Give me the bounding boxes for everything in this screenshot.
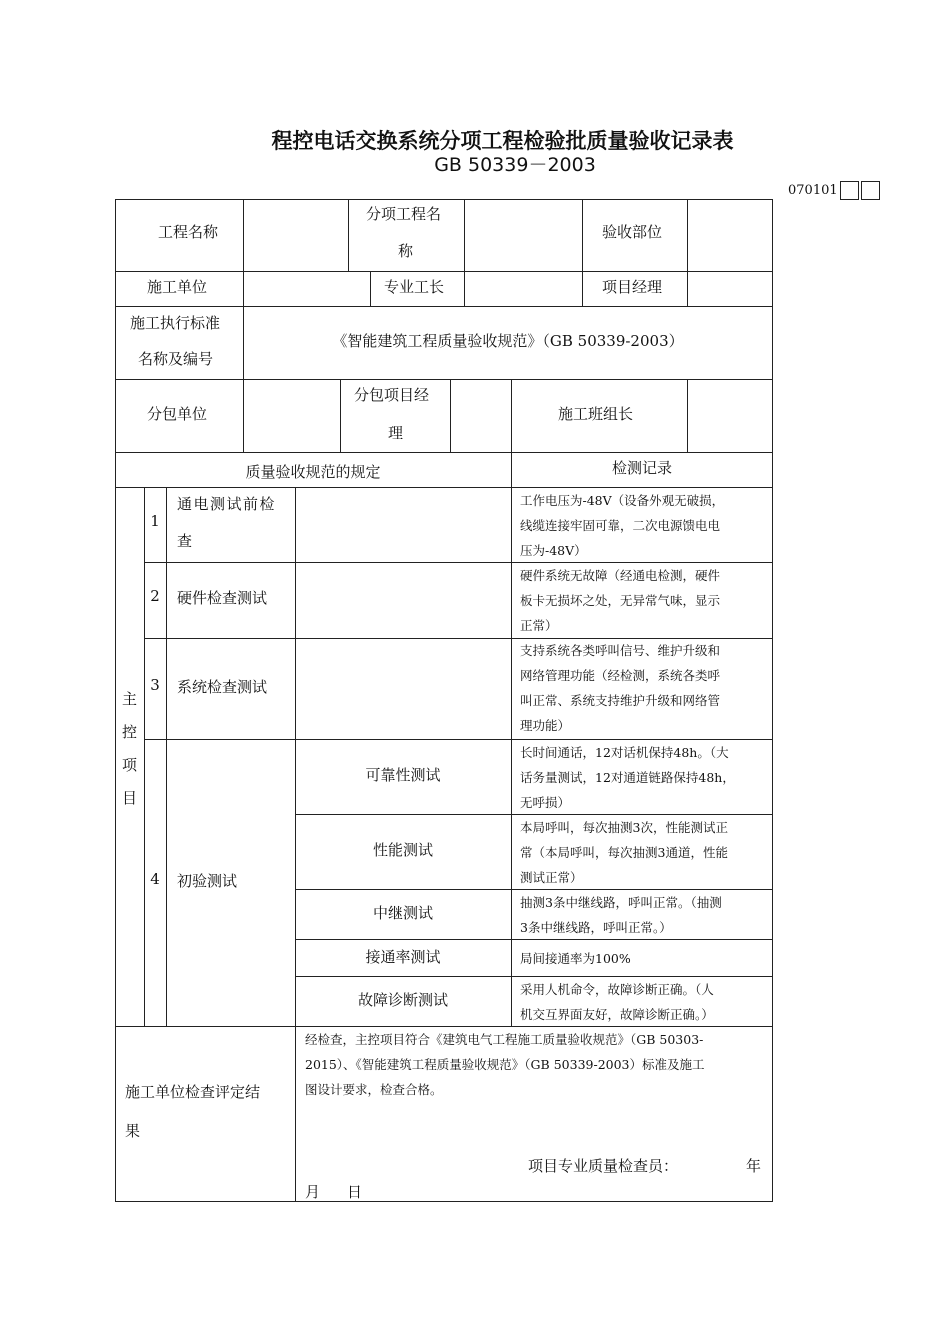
subitem-fault-diagnosis-record[interactable]: [520, 977, 714, 1027]
team-leader-label: 施工班组长: [558, 405, 634, 423]
sub-project-label-line2: 称: [398, 242, 414, 260]
item-2-spec[interactable]: [296, 563, 511, 638]
main-items-char-3: 项: [121, 756, 137, 774]
record-line: 本局呼叫，每次抽测3次，性能测试正: [520, 820, 728, 835]
standard-label-line2: 名称及编号: [138, 350, 214, 368]
date-day: 日: [347, 1183, 363, 1201]
record-line: 测试正常）: [520, 870, 583, 885]
standard-value: 《智能建筑工程质量验收规范》（GB 50339-2003）: [332, 332, 684, 350]
document-title: 程控电话交换系统分项工程检验批质量验收记录表: [271, 129, 734, 153]
record-line: 长时间通话，12对话机保持48h。（大: [520, 745, 729, 760]
sub-project-value[interactable]: [465, 200, 582, 271]
main-items-char-2: 控: [121, 723, 137, 741]
foreman-value[interactable]: [465, 272, 582, 306]
form-code-box-1[interactable]: [840, 181, 859, 200]
item-2-record-line: 硬件系统无故障（经通电检测，硬件: [520, 568, 721, 583]
main-control-items-label: [115, 683, 144, 815]
item-1-name-line2: 查: [177, 532, 193, 550]
form-code-number: 070101: [788, 183, 838, 198]
item-2-name: 硬件检查测试: [177, 589, 268, 607]
record-header: 检测记录: [611, 459, 672, 477]
main-items-char-4: 目: [121, 789, 137, 807]
subitem-fault-diagnosis-name: 故障诊断测试: [357, 991, 448, 1009]
form-code: [788, 181, 880, 200]
standard-label-line1: 施工执行标准: [130, 314, 221, 332]
item-1-record-line: 工作电压为-48V（设备外观无破损，: [520, 493, 725, 508]
subcontractor-value[interactable]: [244, 380, 340, 452]
construction-unit-value[interactable]: [244, 272, 370, 306]
item-3-record[interactable]: [520, 638, 720, 738]
item-3-record-line: 支持系统各类呼叫信号、维护升级和: [520, 643, 721, 658]
standard-code: GB 50339－2003: [434, 154, 596, 176]
result-label-line1: 施工单位检查评定结: [125, 1083, 261, 1101]
project-manager-label: 项目经理: [602, 278, 663, 296]
inspection-part-value[interactable]: [688, 200, 772, 271]
inspection-part-label: 验收部位: [602, 223, 663, 241]
item-3-name: 系统检查测试: [177, 678, 268, 696]
subitem-connection-rate-name: 接通率测试: [365, 948, 441, 966]
item-2-number: 2: [150, 587, 160, 605]
record-line: 话务量测试，12对通道链路保持48h，: [520, 770, 735, 785]
main-items-char-1: 主: [121, 690, 137, 708]
item-3-record-line: 叫正常、系统支持维护升级和网络管: [520, 693, 721, 708]
form-code-box-2[interactable]: [861, 181, 880, 200]
result-text[interactable]: [305, 1027, 705, 1102]
item-3-spec[interactable]: [296, 639, 511, 739]
item-4-name: 初验测试: [177, 872, 238, 890]
subitem-reliability-record[interactable]: [520, 740, 735, 815]
subitem-performance-name: 性能测试: [372, 841, 433, 859]
item-1-record[interactable]: [520, 488, 724, 563]
date-month: 月: [305, 1183, 321, 1201]
record-line: 抽测3条中继线路，呼叫正常。（抽测: [520, 895, 722, 910]
item-1-number: 1: [150, 512, 160, 530]
item-2-record-line: 正常）: [520, 618, 558, 633]
subcontractor-label: 分包单位: [147, 405, 208, 423]
project-name-label: 工程名称: [158, 223, 219, 241]
subitem-connection-rate-record[interactable]: [520, 946, 631, 971]
result-label-line2: 果: [125, 1122, 141, 1140]
sub-pm-label-line1: 分包项目经: [354, 386, 430, 404]
subitem-trunk-record[interactable]: [520, 890, 722, 940]
sub-project-label-line1: 分项工程名: [366, 205, 442, 223]
spec-header: 质量验收规范的规定: [245, 463, 381, 481]
project-name-value[interactable]: [243, 200, 348, 271]
construction-unit-label: 施工单位: [147, 278, 208, 296]
record-line: 常（本局呼叫，每次抽测3通道，性能: [520, 845, 728, 860]
date-year: 年: [746, 1157, 762, 1175]
sub-pm-value[interactable]: [451, 380, 511, 452]
subitem-trunk-name: 中继测试: [372, 904, 433, 922]
item-2-record[interactable]: [520, 563, 720, 638]
inspector-label: 项目专业质量检查员：: [528, 1157, 679, 1175]
record-line: 机交互界面友好，故障诊断正确。）: [520, 1007, 714, 1022]
subitem-performance-record[interactable]: [520, 815, 728, 890]
subitem-reliability-name: 可靠性测试: [365, 766, 441, 784]
foreman-label: 专业工长: [384, 278, 445, 296]
item-1-record-line: 线缆连接牢固可靠，二次电源馈电电: [520, 518, 721, 533]
record-line: 3条中继线路，呼叫正常。）: [520, 920, 672, 935]
item-2-record-line: 板卡无损坏之处，无异常气味，显示: [520, 593, 721, 608]
project-manager-value[interactable]: [688, 272, 772, 306]
record-line: 局间接通率为100%: [520, 951, 631, 966]
sub-pm-label-line2: 理: [388, 424, 404, 442]
item-3-number: 3: [150, 676, 160, 694]
item-3-record-line: 理功能）: [520, 718, 571, 733]
item-4-number: 4: [150, 870, 160, 888]
item-1-spec[interactable]: [296, 488, 511, 562]
item-3-record-line: 网络管理功能（经检测，系统各类呼: [520, 668, 721, 683]
result-text-line: 图设计要求，检查合格。: [305, 1082, 443, 1097]
record-line: 采用人机命令，故障诊断正确。（人: [520, 982, 714, 997]
item-1-record-line: 压为-48V）: [520, 543, 587, 558]
result-text-line: 2015）、《智能建筑工程质量验收规范》（GB 50339-2003）标准及施工: [305, 1057, 705, 1072]
team-leader-value[interactable]: [688, 380, 772, 452]
item-1-name-line1: 通电测试前检: [177, 495, 277, 513]
record-line: 无呼损）: [520, 795, 571, 810]
result-text-line: 经检查，主控项目符合《建筑电气工程施工质量验收规范》（GB 50303-: [305, 1032, 704, 1047]
